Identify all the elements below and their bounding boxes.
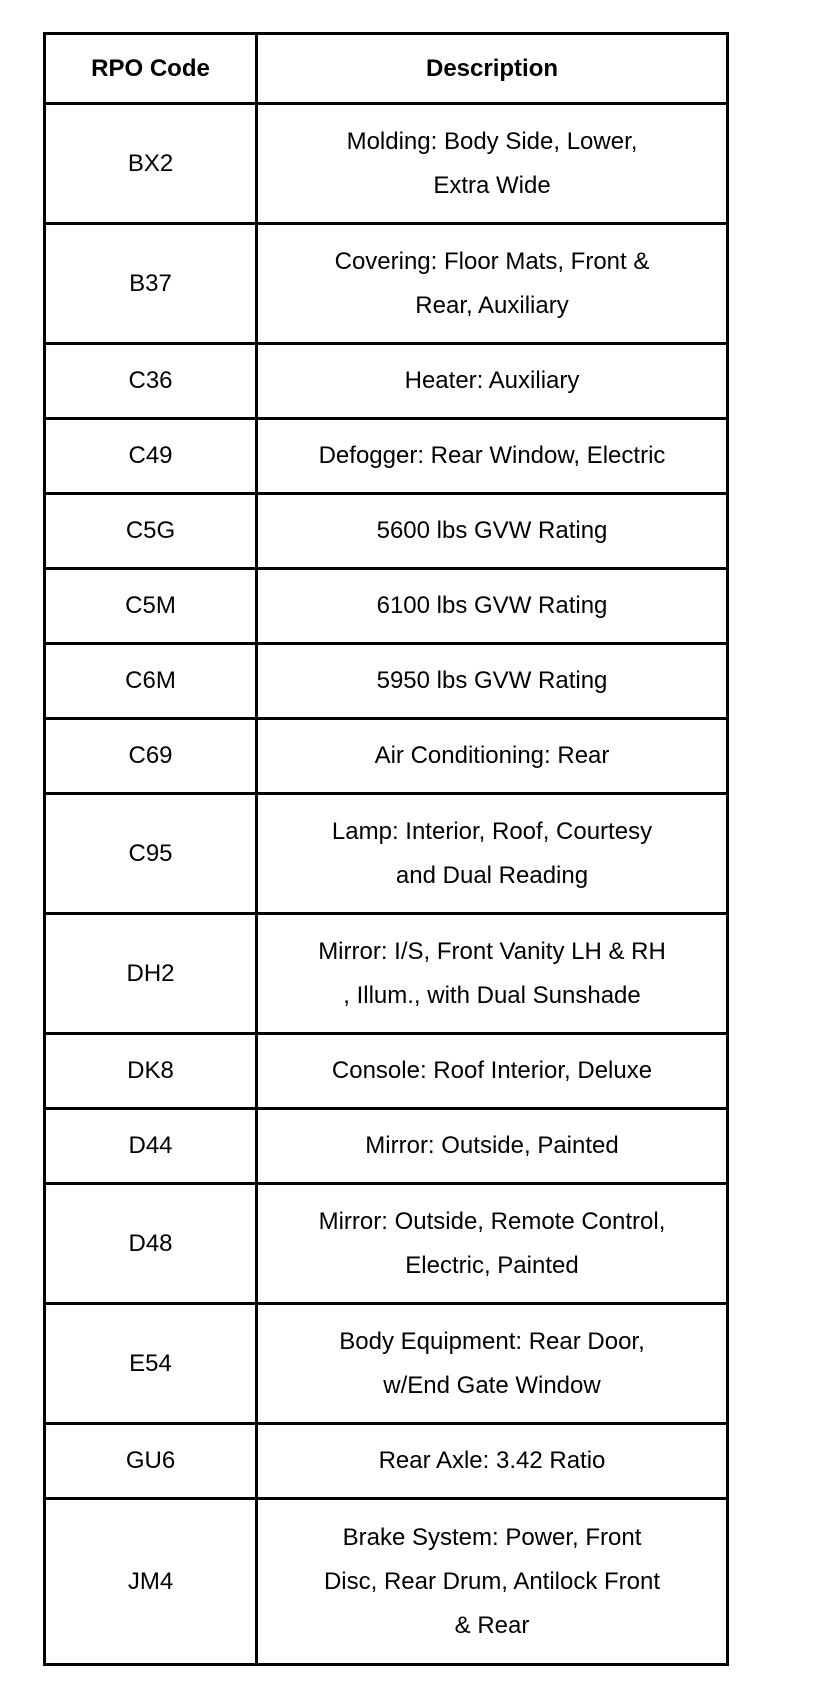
table-body bbox=[45, 104, 728, 1665]
rpo-code-cell: DK8 bbox=[45, 1034, 257, 1109]
table-row bbox=[45, 419, 728, 494]
table-row bbox=[45, 1499, 728, 1665]
rpo-code-cell: B37 bbox=[45, 224, 257, 344]
description-text: Lamp: Interior, Roof, Courtesy and Dual Reading bbox=[331, 817, 653, 889]
description-cell bbox=[257, 719, 728, 794]
description-cell bbox=[257, 1304, 728, 1424]
description-cell bbox=[257, 1034, 728, 1109]
rpo-code-cell: C36 bbox=[45, 344, 257, 419]
rpo-code-cell: E54 bbox=[45, 1304, 257, 1424]
table-row bbox=[45, 1304, 728, 1424]
table-row bbox=[45, 1184, 728, 1304]
description-text: 5950 lbs GVW Rating bbox=[376, 667, 608, 694]
description-cell bbox=[257, 344, 728, 419]
description-text: Console: Roof Interior, Deluxe bbox=[331, 1057, 653, 1084]
table-row bbox=[45, 644, 728, 719]
rpo-code-cell: D48 bbox=[45, 1184, 257, 1304]
description-text: 5600 lbs GVW Rating bbox=[376, 517, 608, 544]
description-text: Brake System: Power, Front Disc, Rear Drum, Antilock Front & Rear bbox=[323, 1523, 661, 1639]
table-row bbox=[45, 914, 728, 1034]
table-row bbox=[45, 1109, 728, 1184]
description-text: Mirror: I/S, Front Vanity LH & RH , Illum., with Dual Sunshade bbox=[318, 937, 666, 1009]
rpo-code-cell: C69 bbox=[45, 719, 257, 794]
description-text: Covering: Floor Mats, Front & Rear, Auxiliary bbox=[334, 247, 650, 319]
rpo-code-cell: C95 bbox=[45, 794, 257, 914]
description-cell bbox=[257, 1424, 728, 1499]
description-text: Molding: Body Side, Lower, Extra Wide bbox=[346, 127, 638, 199]
description-text: Defogger: Rear Window, Electric bbox=[318, 442, 666, 469]
rpo-code-cell: BX2 bbox=[45, 104, 257, 224]
rpo-code-cell: GU6 bbox=[45, 1424, 257, 1499]
description-text: Mirror: Outside, Remote Control, Electric, Painted bbox=[318, 1207, 666, 1279]
rpo-code-cell: C5M bbox=[45, 569, 257, 644]
description-cell bbox=[257, 1184, 728, 1304]
table-row bbox=[45, 1034, 728, 1109]
description-text: Mirror: Outside, Painted bbox=[365, 1132, 619, 1159]
table-row bbox=[45, 569, 728, 644]
description-cell bbox=[257, 914, 728, 1034]
table-row bbox=[45, 494, 728, 569]
rpo-code-cell: DH2 bbox=[45, 914, 257, 1034]
description-cell bbox=[257, 1499, 728, 1665]
description-cell bbox=[257, 794, 728, 914]
description-cell bbox=[257, 224, 728, 344]
header-description: Description bbox=[257, 34, 728, 104]
rpo-code-cell: D44 bbox=[45, 1109, 257, 1184]
description-cell bbox=[257, 419, 728, 494]
table-header-row bbox=[45, 34, 728, 104]
rpo-code-cell: C49 bbox=[45, 419, 257, 494]
description-text: Body Equipment: Rear Door, w/End Gate Window bbox=[339, 1327, 645, 1399]
description-text: Rear Axle: 3.42 Ratio bbox=[378, 1447, 606, 1474]
description-cell bbox=[257, 104, 728, 224]
header-rpo-code: RPO Code bbox=[45, 34, 257, 104]
rpo-code-table bbox=[43, 32, 729, 1666]
description-cell bbox=[257, 569, 728, 644]
description-text: Air Conditioning: Rear bbox=[374, 742, 610, 769]
table-row bbox=[45, 344, 728, 419]
table-row bbox=[45, 224, 728, 344]
rpo-code-cell: JM4 bbox=[45, 1499, 257, 1665]
description-cell bbox=[257, 644, 728, 719]
description-cell bbox=[257, 494, 728, 569]
description-text: 6100 lbs GVW Rating bbox=[376, 592, 608, 619]
table-row bbox=[45, 1424, 728, 1499]
table-row bbox=[45, 104, 728, 224]
description-cell bbox=[257, 1109, 728, 1184]
description-text: Heater: Auxiliary bbox=[404, 367, 580, 394]
table-row bbox=[45, 719, 728, 794]
rpo-code-cell: C6M bbox=[45, 644, 257, 719]
table-row bbox=[45, 794, 728, 914]
rpo-code-cell: C5G bbox=[45, 494, 257, 569]
